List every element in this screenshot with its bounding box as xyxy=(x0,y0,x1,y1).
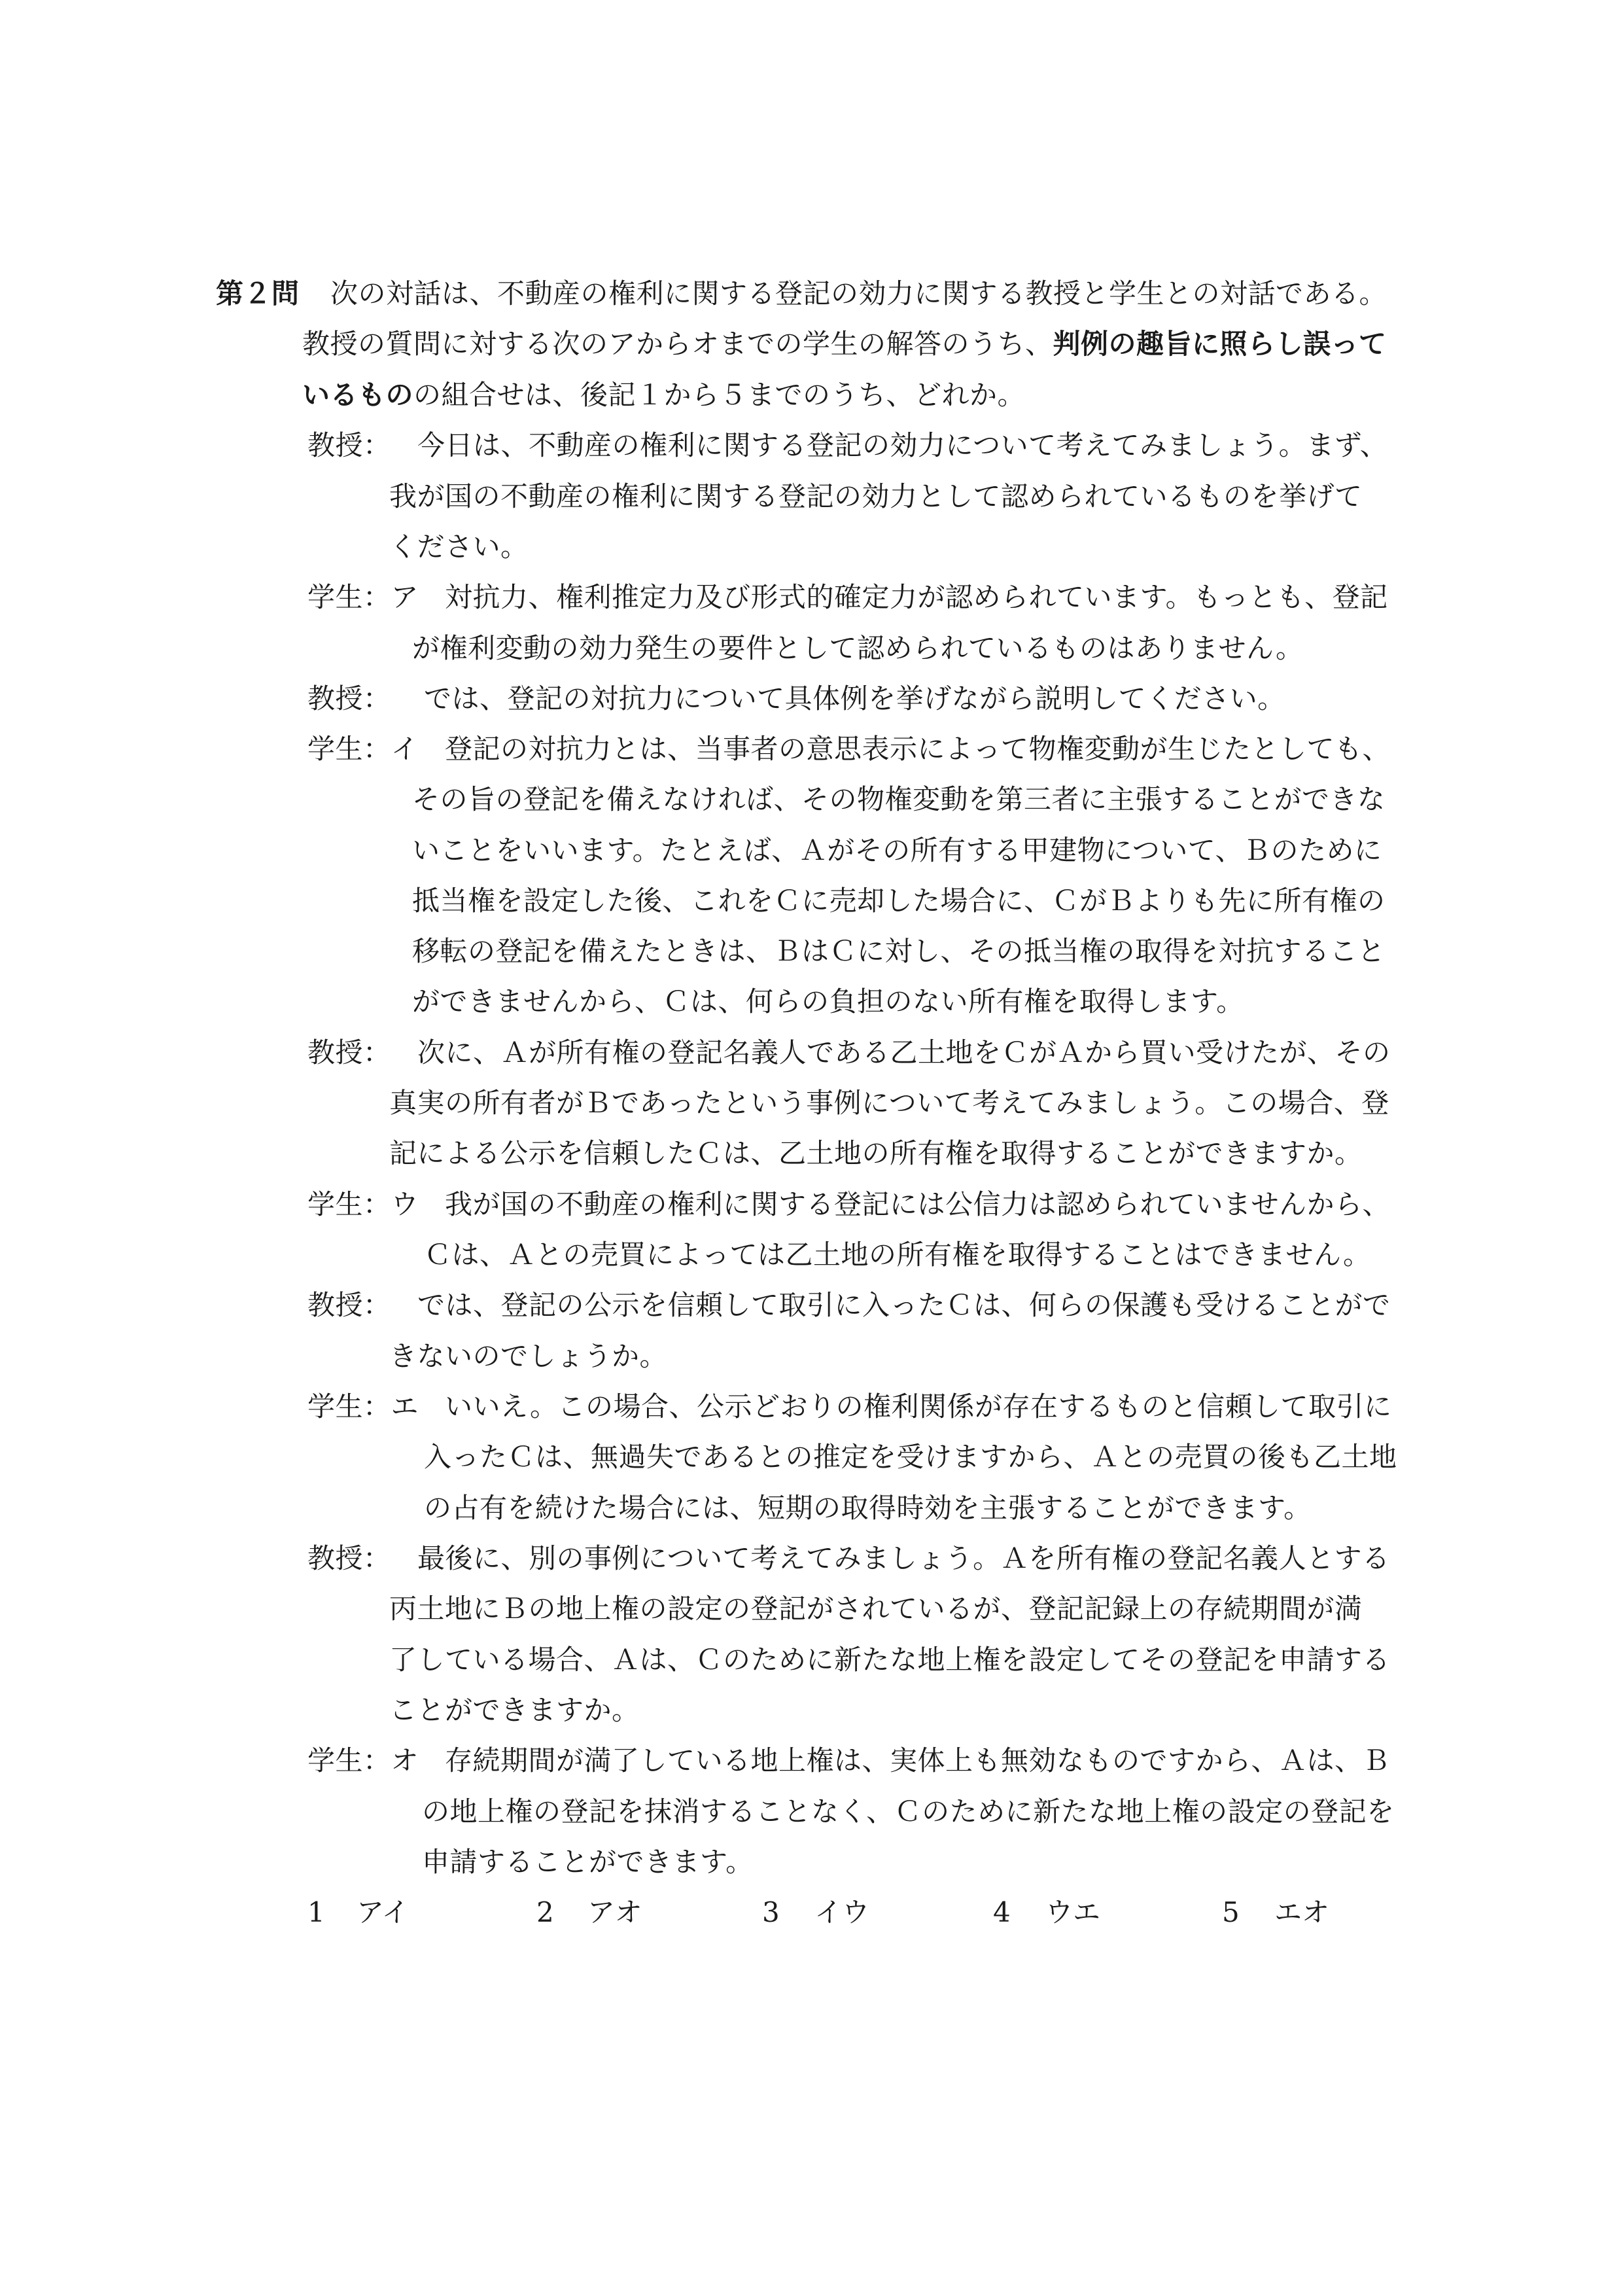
choice-answer: アオ xyxy=(587,1896,642,1928)
question-intro-line-1: 次の対話は、不動産の権利に関する登記の効力に関する教授と学生との対話である。 xyxy=(330,277,1387,309)
dialogue-line: 了している場合、Ａは、Ｃのために新たな地上権を設定してその登記を申請する xyxy=(389,1644,1391,1676)
dialogue-line: では、登記の公示を信頼して取引に入ったＣは、何らの保護も受けることがで xyxy=(417,1289,1391,1321)
dialogue-line: 抵当権を設定した後、これをＣに売却した場合に、ＣがＢよりも先に所有権の xyxy=(412,885,1386,917)
dialogue-line: いことをいいます。たとえば、Ａがその所有する甲建物について、Ｂのために xyxy=(412,834,1382,866)
speaker-student-e: 学生：エ xyxy=(307,1390,419,1422)
speaker-student-a: 学生：ア xyxy=(307,581,419,613)
dialogue-line: 次に、Ａが所有権の登記名義人である乙土地をＣがＡから買い受けたが、その xyxy=(417,1036,1391,1069)
choice-answer: アイ xyxy=(357,1896,410,1928)
dialogue-line: 真実の所有者がＢであったという事例について考えてみましょう。この場合、登 xyxy=(389,1087,1389,1119)
dialogue-line: 丙土地にＢの地上権の設定の登記がされているが、登記記録上の存続期間が満 xyxy=(389,1593,1363,1625)
question-intro-line-2 xyxy=(302,330,1387,358)
dialogue-line: 我が国の不動産の権利に関する登記には公信力は認められていませんから、 xyxy=(445,1188,1391,1220)
dialogue-line: ことができますか。 xyxy=(389,1694,640,1726)
choice-number: 3 xyxy=(762,1896,780,1928)
dialogue-line: が権利変動の効力発生の要件として認められているものはありません。 xyxy=(412,632,1304,664)
speaker-student-u: 学生：ウ xyxy=(307,1188,419,1220)
speaker-professor: 教授： xyxy=(307,1036,391,1069)
speaker-student-o: 学生：オ xyxy=(307,1744,419,1776)
dialogue-line: 対抗力、権利推定力及び形式的確定力が認められています。もっとも、登記 xyxy=(445,581,1388,613)
choice-number: 2 xyxy=(536,1896,554,1928)
question-number: 第２問 xyxy=(216,277,300,309)
choice-number: 1 xyxy=(307,1896,325,1928)
dialogue-line: 登記の対抗力とは、当事者の意思表示によって物権変動が生じたとしても、 xyxy=(445,733,1391,765)
dialogue-line: その旨の登記を備えなければ、その物権変動を第三者に主張することができな xyxy=(412,783,1386,815)
dialogue-line: ができませんから、Ｃは、何らの負担のない所有権を取得します。 xyxy=(412,985,1244,1017)
dialogue-line: の地上権の登記を抹消することなく、Ｃのために新たな地上権の設定の登記を xyxy=(422,1795,1395,1828)
choice-answer: ウエ xyxy=(1045,1896,1101,1928)
question-emphasis: 判例の趣旨に照らし誤って xyxy=(1053,328,1387,360)
dialogue-line: 今日は、不動産の権利に関する登記の効力について考えてみましょう。まず、 xyxy=(417,429,1388,461)
choice-answer: イウ xyxy=(814,1896,870,1928)
speaker-student-i: 学生：イ xyxy=(307,733,419,765)
dialogue-line: の占有を続けた場合には、短期の取得時効を主張することができます。 xyxy=(424,1492,1312,1524)
dialogue-line: 記による公示を信頼したＣは、乙土地の所有権を取得することができますか。 xyxy=(389,1137,1363,1169)
speaker-professor: 教授： xyxy=(307,429,391,461)
speaker-professor: 教授： xyxy=(307,682,391,715)
dialogue-line: 存続期間が満了している地上権は、実体上も無効なものですから、Ａは、Ｂ xyxy=(445,1744,1391,1776)
choice-number: 4 xyxy=(993,1896,1011,1928)
question-intro-text: 教授の質問に対する次のアからオまでの学生の解答のうち、 xyxy=(302,328,1053,360)
dialogue-line: 最後に、別の事例について考えてみましょう。Ａを所有権の登記名義人とする xyxy=(417,1542,1390,1574)
dialogue-line: 我が国の不動産の権利に関する登記の効力として認められているものを挙げて xyxy=(389,480,1363,512)
dialogue-line: いいえ。この場合、公示どおりの権利関係が存在するものと信頼して取引に xyxy=(445,1390,1392,1422)
choice-answer: エオ xyxy=(1274,1896,1330,1928)
dialogue-line: きないのでしょうか。 xyxy=(389,1340,668,1372)
dialogue-line: 入ったＣは、無過失であるとの推定を受けますから、Ａとの売買の後も乙土地 xyxy=(424,1441,1397,1473)
dialogue-line: 移転の登記を備えたときは、ＢはＣに対し、その抵当権の取得を対抗すること xyxy=(412,935,1386,967)
speaker-professor: 教授： xyxy=(307,1542,391,1574)
dialogue-line: 申請することができます。 xyxy=(422,1846,754,1878)
dialogue-line: Ｃは、Ａとの売買によっては乙土地の所有権を取得することはできません。 xyxy=(424,1239,1371,1271)
question-intro-text-end: の組合せは、後記１から５までのうち、どれか。 xyxy=(413,379,1026,411)
speaker-professor: 教授： xyxy=(307,1289,391,1321)
choice-number: 5 xyxy=(1222,1896,1240,1928)
question-intro-line-3 xyxy=(302,381,1025,409)
dialogue-line: ください。 xyxy=(389,531,529,563)
dialogue-line: では、登記の対抗力について具体例を挙げながら説明してください。 xyxy=(424,682,1285,715)
question-emphasis-cont: いるもの xyxy=(302,379,414,411)
